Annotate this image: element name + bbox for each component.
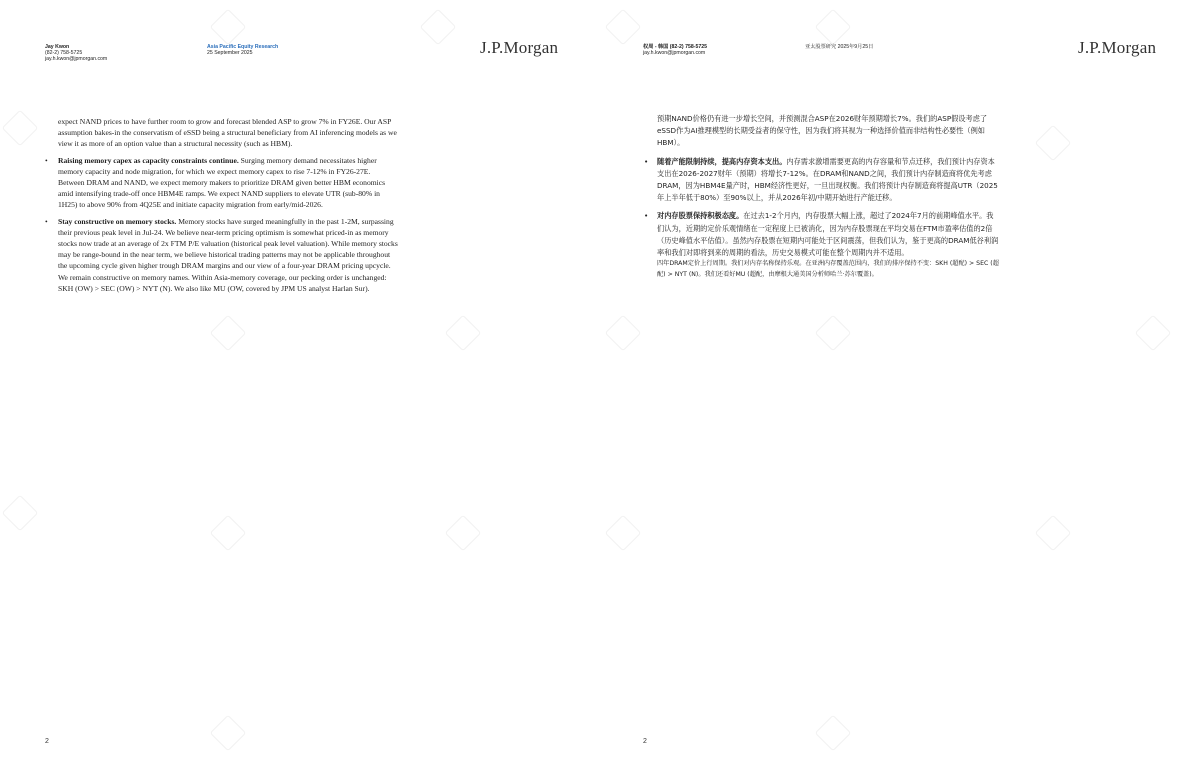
bullet-stocks [644,210,999,280]
watermark-mark [445,315,482,352]
bullet-lead: 随着产能限制持续，提高内存资本支出。 [657,156,787,166]
bullet-text: 内存需求激增需要更高的内存容量和节点迁移，我们预计内存资本支出在2026-2027财年（预期）将增长7-12%。在DRAM和NAND之间，我们预计内存制造商将优先考虑DRAM，因为HBM4E量产时，HBM经济性更好，一旦出现权衡。我们将预计内存制造商将提高UTR（2025年上半年低于80%）至90%以上，并从2026年初/中期开始进行产能迁移。 [657,156,998,203]
report-series: Asia Pacific Equity Research [207,44,279,50]
page-number: 2 [643,738,647,745]
bullet-text: Surging memory demand necessitates higher memory capacity and node migration, for which we expect memory capex to rise 7-12% in FY26-27E. Between DRAM and NAND, we expect memory makers to prioritize DRAM given better HBM economics amid intensifying trade-off once HBM4E ramps. We expect NAND suppliers to elevate UTR (sub-80% in 1H25) to above 90% from 4Q25E and initiate capacity migration from early/mid-2026. [58,155,386,210]
watermark-mark [2,495,39,532]
watermark-mark [605,515,642,552]
watermark-mark [210,9,247,46]
jpmorgan-logo: J.P.Morgan [480,38,559,57]
watermark-mark [445,515,482,552]
report-header [805,44,873,50]
bullet-text: Memory stocks have surged meaningfully in the past 1-2M, surpassing their previous peak level in Jul-24. We believe near-term pricing optimism is somewhat priced-in as memory stocks now trade at an average of 2x FTM P/E valuation (historical peak level valuation). While memory stocks may be range-bound in the near term, we believe historical trading patterns may not be applicable throughout the upcoming cycle given higher trough DRAM margins and our view of a four-year DRAM pricing upcycle. We remain constructive on memory names. Within Asia-memory coverage, our pecking order is unchanged: SKH (OW) > SEC (OW) > NYT (N). We also like MU (OW, covered by JPM US analyst Harlan Sur). [58,216,398,293]
author-email: jay.h.kwon@jpmorgan.com [45,56,108,63]
bullet-text: 在过去1-2个月内，内存股票大幅上涨，超过了2024年7月的前期峰值水平。我们认为，近期的定价乐观情绪在一定程度上已被消化，因为内存股票现在平均交易在FTM市盈率估值的2倍（历史峰值水平估值）。虽然内存股票在短期内可能处于区间震荡，但我们认为，鉴于更高的DRAM低谷利润率和我们对即将到来的周期的看法，历史交易模式可能在整个周期内并不适用。 [657,211,999,258]
report-series-date: 亚太股票研究 2025年9月25日 [805,44,874,50]
watermark-mark [1135,315,1172,352]
bullet-lead: 对内存股票保持积极态度。 [657,211,744,221]
bullet-dot: • [45,155,48,165]
main-body [45,116,398,294]
bullet-lead: Stay constructive on memory stocks. [58,216,177,226]
watermark-mark [815,715,852,752]
bullet-dot: • [644,211,649,221]
bullet-stocks [45,216,398,294]
bullet-capex [644,156,999,205]
author-name: Jay Kwon [45,44,70,50]
bullet-capex [45,155,398,211]
page-chinese [600,0,1200,776]
watermark-mark [210,315,247,352]
watermark-mark [605,315,642,352]
watermark-mark [210,515,247,552]
bullet-dot: • [45,216,48,226]
bullet-tail: 四年DRAM定价上行周期。我们对内存名称保持乐观。在亚洲内存覆盖范围内，我们的排序保持不变：SKH (超配) > SEC (超配) > NYT (N)。我们还看好MU (超配，由摩根大通美国分析师哈兰·苏尔覆盖)。 [657,260,999,278]
watermark-mark [1035,125,1072,162]
author-name: 权周 - 韩国 (82-2) 758-5725 [643,44,708,50]
author-phone: (82-2) 758-5725 [45,50,83,57]
bullet-dot: • [644,156,649,166]
author-block [45,44,107,63]
watermark-mark [2,110,39,147]
author-email: jay.h.kwon@jpmorgan.com [643,50,706,57]
report-header [207,44,278,56]
bullet-lead: Raising memory capex as capacity constraints continue. [58,155,239,165]
intro-paragraph: 预期NAND价格仍有进一步增长空间，并预测混合ASP在2026财年预期增长7%。我们的ASP假设考虑了eSSD作为AI推理模型的长期受益者的保守性，因为我们将其视为一种选择价值而非结构性必要性（例如HBM）。 [657,114,988,148]
report-date: 25 September 2025 [207,50,253,57]
watermark-mark [605,9,642,46]
watermark-mark [420,9,457,46]
author-block [643,44,707,56]
watermark-mark [210,715,247,752]
page-number: 2 [45,738,49,745]
watermark-mark [815,9,852,46]
main-body [644,113,999,280]
watermark-mark [1035,515,1072,552]
intro-paragraph: expect NAND prices to have further room to grow and forecast blended ASP to grow 7% in FY26E. Our ASP assumption bakes-in the conservatism of eSSD being a structural beneficiary from AI inferencing models as we view it as more of an option value than a structural necessity (such as HBM). [58,117,397,149]
watermark-mark [815,315,852,352]
jpmorgan-logo: J.P.Morgan [1078,38,1157,57]
